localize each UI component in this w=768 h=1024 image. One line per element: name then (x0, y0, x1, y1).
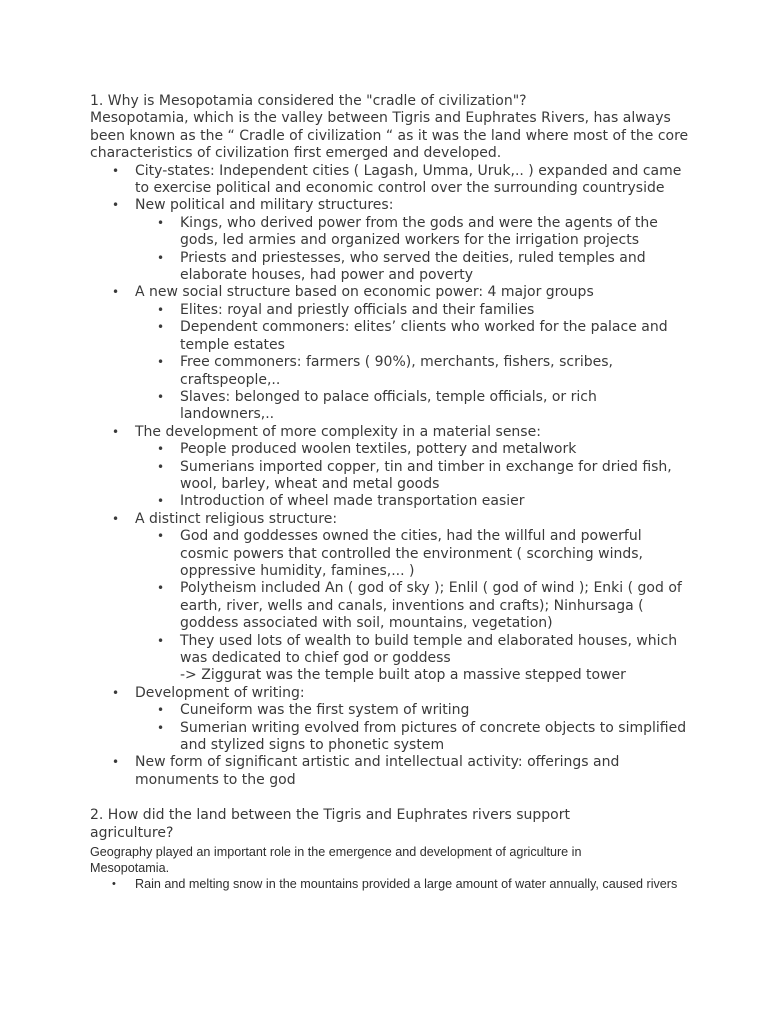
list-item: • A distinct religious structure: • God and goddesses owned the cities, had the willful and powerful cosmic powers that controlled the environment ( scorching winds, oppressive humidity, famines,... ) • Polytheism included An ( god of sky ); Enlil ( god of wind ); Enki ( god of earth, river, wells and canals, inventions and crafts); Ninhursaga ( goddess associated with soil, mountains, vegetation) • They used lots of wealth to build temple and elaborated houses, which was dedicated to chief god or goddess -> Ziggurat was the temple built atop a massive stepped tower (90, 511, 690, 685)
sub-list (135, 441, 690, 511)
question-1-list (90, 163, 690, 790)
list-item: • Rain and melting snow in the mountains provided a large amount of water annually, caused rivers (90, 876, 690, 892)
question-2-title: 2. How did the land between the Tigris and Euphrates rivers support agriculture? (90, 807, 570, 841)
sub-list-item: • Elites: royal and priestly officials and their families (135, 302, 690, 319)
sub-list-item: • They used lots of wealth to build temple and elaborated houses, which was dedicated to chief god or goddess -> Ziggurat was the temple built atop a massive stepped tower (135, 633, 690, 685)
sub-list-item: • People produced woolen textiles, pottery and metalwork (135, 441, 690, 458)
list-item: • New political and military structures: • Kings, who derived power from the gods and were the agents of the gods, led armies and organized workers for the irrigation projects • Priests and priestesses, who served the deities, ruled temples and elaborate houses, had power and poverty (90, 197, 690, 284)
sub-list-item: • Cuneiform was the first system of writing (135, 702, 690, 719)
question-1-section (90, 93, 690, 789)
question-2-section (90, 807, 690, 892)
sub-list-item: • Free commoners: farmers ( 90%), merchants, fishers, scribes, craftspeople,.. (135, 354, 690, 389)
question-1-title: 1. Why is Mesopotamia considered the "cradle of civilization"? (90, 93, 527, 109)
sub-list-item: • Kings, who derived power from the gods and were the agents of the gods, led armies and organized workers for the irrigation projects (135, 215, 690, 250)
sub-list-item: • Slaves: belonged to palace officials, temple officials, or rich landowners,.. (135, 389, 690, 424)
sub-list (135, 702, 690, 754)
list-item: • The development of more complexity in a material sense: • People produced woolen textiles, pottery and metalwork • Sumerians imported copper, tin and timber in exchange for dried fish, wool, barley, wheat and metal goods • Introduction of wheel made transportation easier (90, 424, 690, 511)
sub-list-item: • Priests and priestesses, who served the deities, ruled temples and elaborate houses, had power and poverty (135, 250, 690, 285)
sub-list-item: • Introduction of wheel made transportation easier (135, 493, 690, 510)
sub-list-item: • Sumerians imported copper, tin and timber in exchange for dried fish, wool, barley, wheat and metal goods (135, 459, 690, 494)
sub-list-item: • Dependent commoners: elites’ clients who worked for the palace and temple estates (135, 319, 690, 354)
sub-list (135, 215, 690, 285)
ziggurat-note: -> Ziggurat was the temple built atop a massive stepped tower (180, 667, 626, 684)
sub-list-item: • God and goddesses owned the cities, had the willful and powerful cosmic powers that controlled the environment ( scorching winds, oppressive humidity, famines,... ) (135, 528, 690, 580)
list-item: • A new social structure based on economic power: 4 major groups • Elites: royal and priestly officials and their families • Dependent commoners: elites’ clients who worked for the palace and temple estates • Free commoners: farmers ( 90%), merchants, fishers, scribes, craftspeople,.. • Slaves: belonged to palace officials, temple officials, or rich landowners,.. (90, 284, 690, 423)
question-1-intro: Mesopotamia, which is the valley between Tigris and Euphrates Rivers, has always been known as the “ Cradle of civilization “ as it was the land where most of the core characteristics of civilization first emerged and developed. (90, 110, 689, 162)
document-page (90, 93, 690, 893)
sub-list-item: • Sumerian writing evolved from pictures of concrete objects to simplified and stylized signs to phonetic system (135, 720, 690, 755)
list-item: • City-states: Independent cities ( Lagash, Umma, Uruk,.. ) expanded and came to exercise political and economic control over the surrounding countryside (90, 163, 690, 198)
list-item: • Development of writing: • Cuneiform was the first system of writing • Sumerian writing evolved from pictures of concrete objects to simplified and stylized signs to phonetic system (90, 685, 690, 755)
sub-list-item: • Polytheism included An ( god of sky ); Enlil ( god of wind ); Enki ( god of earth, river, wells and canals, inventions and crafts); Ninhursaga ( goddess associated with soil, mountains, vegetation) (135, 580, 690, 632)
sub-list (135, 302, 690, 424)
question-2-intro: Geography played an important role in the emergence and development of agriculture in Mesopotamia. (90, 845, 582, 876)
question-2-list (90, 876, 690, 892)
list-item: • New form of significant artistic and intellectual activity: offerings and monuments to the god (90, 754, 690, 789)
sub-list (135, 528, 690, 685)
